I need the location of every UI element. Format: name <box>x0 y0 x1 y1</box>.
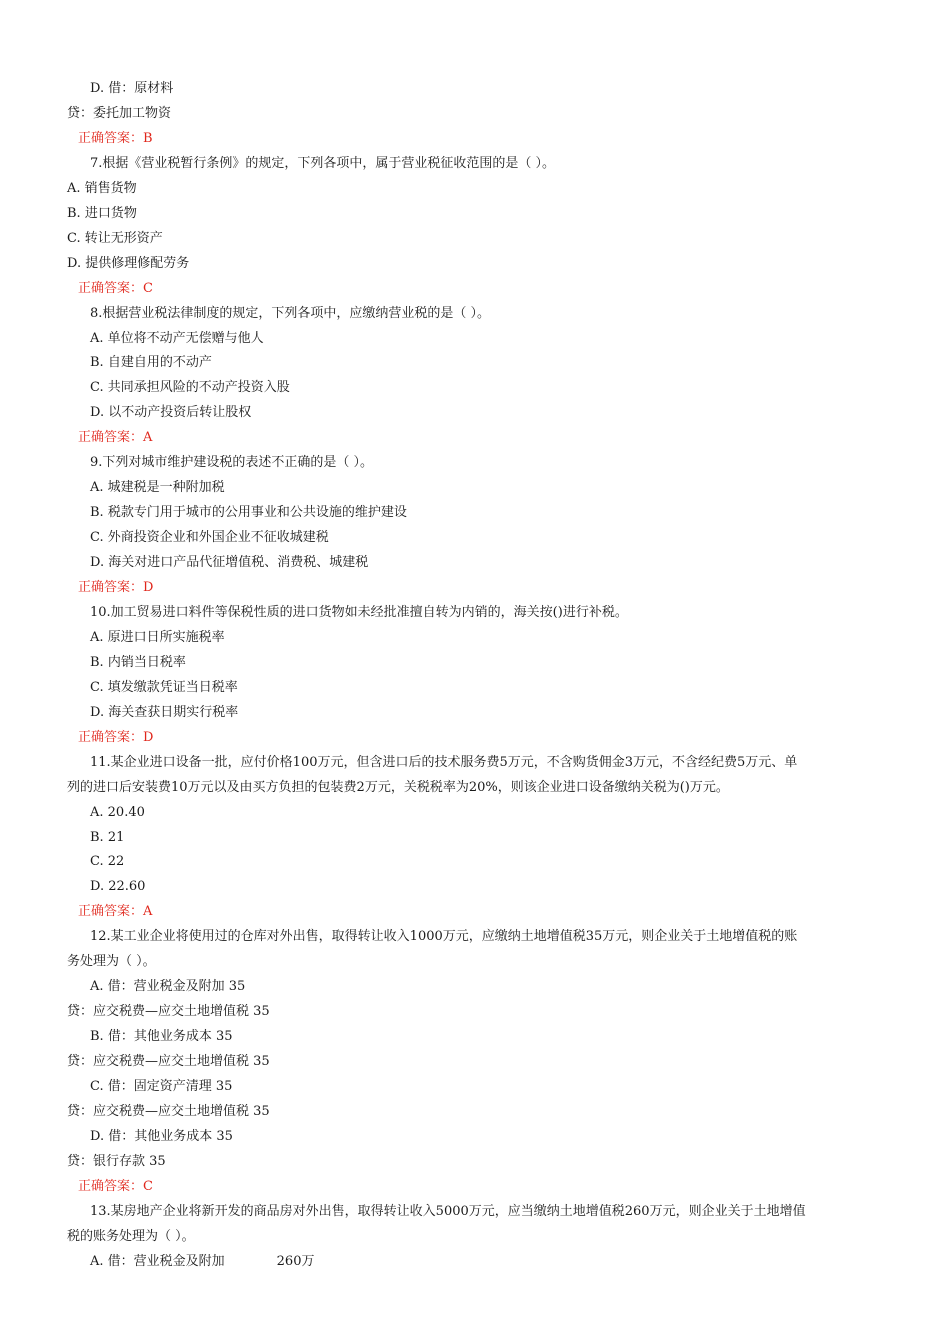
answer-option: D. 借：其他业务成本 35 <box>90 1128 233 1144</box>
question-text: 7.根据《营业税暂行条例》的规定，下列各项中，属于营业税征收范围的是（ ）。 <box>90 155 556 171</box>
question-text: 12.某工业企业将使用过的仓库对外出售，取得转让收入1000万元，应缴纳土地增值税35万元，则企业关于土地增值税的账 <box>90 929 798 945</box>
credit-entry-line: 贷：银行存款 35 <box>67 1153 166 1169</box>
question-text: 8.根据营业税法律制度的规定，下列各项中，应缴纳营业税的是（ ）。 <box>90 305 491 321</box>
answer-option: C. 22 <box>90 854 125 870</box>
correct-answer: 正确答案：D <box>78 729 154 745</box>
answer-option: A. 原进口日所实施税率 <box>90 629 225 645</box>
question-text-continued: 列的进口后安装费10万元以及由买方负担的包装费2万元，关税税率为20%，则该企业进口设备缴纳关税为()万元。 <box>67 779 729 795</box>
correct-answer: 正确答案：A <box>78 904 153 920</box>
answer-option: A. 20.40 <box>90 804 145 820</box>
correct-answer: 正确答案：C <box>78 1178 153 1194</box>
answer-option: C. 共同承担风险的不动产投资入股 <box>90 380 290 396</box>
correct-answer: 正确答案：D <box>78 580 154 595</box>
credit-entry-line: 贷：应交税费—应交土地增值税 35 <box>67 1004 270 1020</box>
answer-option: B. 进口货物 <box>67 205 137 221</box>
answer-option: A. 单位将不动产无偿赠与他人 <box>90 330 264 346</box>
answer-option: D. 海关对进口产品代征增值税、消费税、城建税 <box>90 555 369 571</box>
answer-option: B. 内销当日税率 <box>90 654 186 670</box>
answer-option: B. 自建自用的不动产 <box>90 355 212 371</box>
answer-option: A. 城建税是一种附加税 <box>90 480 225 496</box>
question-text: 13.某房地产企业将新开发的商品房对外出售，取得转让收入5000万元，应当缴纳土地增值税260万元，则企业关于土地增值 <box>90 1203 806 1219</box>
answer-option: D. 提供修理修配劳务 <box>67 255 190 271</box>
question-text: 10.加工贸易进口料件等保税性质的进口货物如未经批准擅自转为内销的，海关按()进行补税。 <box>90 604 628 620</box>
answer-option: B. 21 <box>90 829 125 845</box>
answer-option: D. 22.60 <box>90 879 146 895</box>
credit-entry-line: 贷：应交税费—应交土地增值税 35 <box>67 1054 270 1070</box>
question-text: 11.某企业进口设备一批，应付价格100万元，但含进口后的技术服务费5万元，不含购货佣金3万元，不含经纪费5万元、单 <box>90 754 798 770</box>
credit-entry-line: 贷：委托加工物资 <box>67 105 172 121</box>
answer-option: A. 借：营业税金及附加 260万 <box>90 1253 315 1269</box>
answer-option: C. 借：固定资产清理 35 <box>90 1079 233 1094</box>
answer-option: D. 以不动产投资后转让股权 <box>90 405 252 421</box>
answer-option: D. 借：原材料 <box>90 81 174 96</box>
question-text-continued: 务处理为（ ）。 <box>67 954 156 970</box>
credit-entry-line: 贷：应交税费—应交土地增值税 35 <box>67 1103 270 1119</box>
answer-option: C. 填发缴款凭证当日税率 <box>90 679 238 695</box>
correct-answer: 正确答案：B <box>78 130 153 146</box>
answer-option: C. 转让无形资产 <box>67 230 163 246</box>
answer-option: D. 海关查获日期实行税率 <box>90 704 239 720</box>
answer-option: B. 税款专门用于城市的公用事业和公共设施的维护建设 <box>90 505 407 521</box>
correct-answer: 正确答案：A <box>78 430 153 446</box>
answer-option: C. 外商投资企业和外国企业不征收城建税 <box>90 530 329 546</box>
question-text-continued: 税的账务处理为（ ）。 <box>67 1228 195 1244</box>
question-text: 9.下列对城市维护建设税的表述不正确的是（ ）。 <box>90 455 374 471</box>
answer-option: B. 借：其他业务成本 35 <box>90 1029 233 1045</box>
answer-option: A. 借：营业税金及附加 35 <box>90 979 246 995</box>
answer-option: A. 销售货物 <box>67 180 137 196</box>
correct-answer: 正确答案：C <box>78 280 153 296</box>
